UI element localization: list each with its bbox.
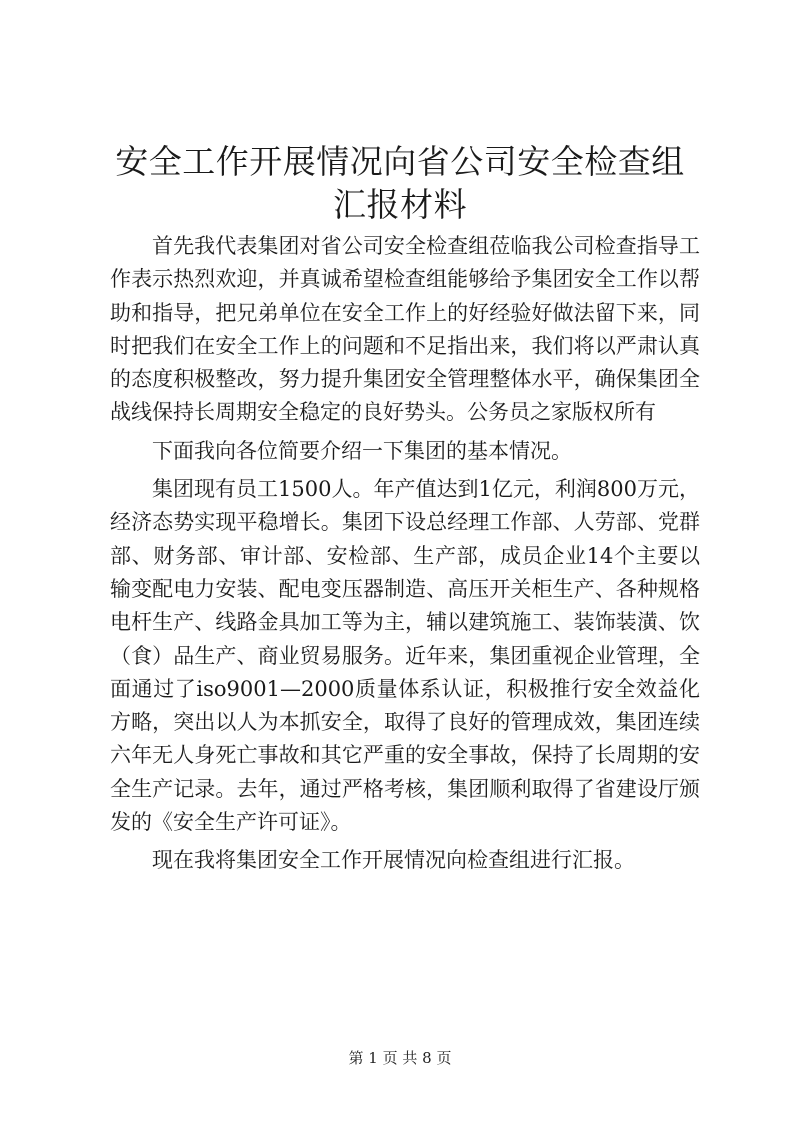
paragraph-report-lead: 现在我将集团安全工作开展情况向检查组进行汇报。 [152,848,635,873]
page-footer: 第 1 页 共 8 页 [348,1049,452,1067]
paragraph-intro: 首先我代表集团对省公司安全检查组莅临我公司检查指导工作表示热烈欢迎，并真诚希望检查组能够给予集团安全工作以帮助和指导，把兄弟单位在安全工作上的好经验好做法留下来，同时把我们在安全工作上的问题和不足指出来，我们将以严肃认真的态度积极整改，努力提升集团安全管理整体水平，确保集团全战线保持长周期安全稳定的良好势头。公务员之家版权所有 [110,234,700,425]
paragraph-group-info: 集团现有员工1500人。年产值达到1亿元，利润800万元，经济态势实现平稳增长。集团下设总经理工作部、人劳部、党群部、财务部、审计部、安检部、生产部，成员企业14个主要以输变配电力安装、配电变压器制造、高压开关柜生产、各种规格电杆生产、线路金具加工等为主，辅以建筑施工、装饰装潢、饮（食）品生产、商业贸易服务。近年来，集团重视企业管理，全面通过了iso9001—2000质量体系认证，积极推行安全效益化方略，突出以人为本抓安全，取得了良好的管理成效，集团连续六年无人身死亡事故和其它严重的安全事故，保持了长周期的安全生产记录。去年，通过严格考核，集团顺利取得了省建设厅颁发的《安全生产许可证》。 [110,477,700,835]
paragraph-overview-lead: 下面我向各位简要介绍一下集团的基本情况。 [152,438,572,463]
document-body [110,230,700,883]
document-title: 安全工作开展情况向省公司安全检查组汇报材料 [115,142,685,224]
